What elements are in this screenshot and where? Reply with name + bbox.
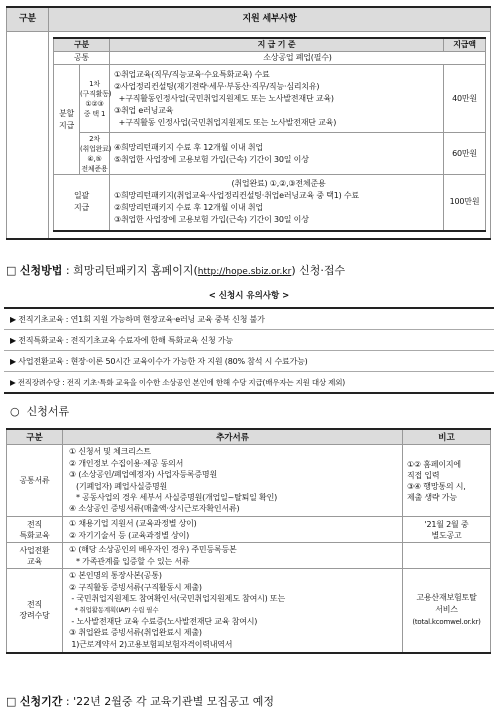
docs-common-list: ① 신청서 및 체크리스트 ② 개인정보 수집이용·제공 동의서 ③ (소상공인/폐업예정자) 사업자등록증명원 (기폐업자) 폐업사실증명원 * 공동사업의 경우 세부서 사실증명원(개업일~탈퇴일 확인) ④ 소상공인 증빙서류(매출액·상시근로자확인서류)	[63, 445, 403, 517]
docs-conversion-list: ① (해당 소상공인의 배우자인 경우) 주민등록등본 * 가족관계를 입증할 수 있는 서류	[63, 543, 403, 569]
common-text: 소상공업 폐업(필수)	[110, 52, 486, 65]
common-label: 공통	[54, 52, 110, 65]
apply-method-title: 신청방법	[19, 264, 63, 277]
docs-allowance-remark: 고용산재보험토탈 서비스 (total.kcomwel.or.kr)	[403, 569, 491, 653]
first-stage-criteria: ①취업교육(직무/직능교육·수요특화교육) 수료 ②사업정리컨설팅(재기전략·세무·부동산·직무/직능·심리치유) +구직활동인정사업(국민취업지원제도 또는 노사발전재단 교육) ③취업 e러닝교육 +구직활동 인정사업(국민취업지원제도 또는 노사발전재단 교육)	[110, 65, 444, 133]
docs-category-conversion: 사업전환 교육	[7, 543, 63, 569]
first-stage-amount: 40만원	[444, 65, 486, 133]
support-details-table	[6, 6, 491, 240]
docs-allowance-list: ① 본인명의 통장사본(공통) ② 구직활동 증빙서류(구직활동시 제출) - 국민취업지원제도 참여확인서(국민취업지원제도 참여시) 또는 * 취업활동계획(IAP) 수립 필수 - 노사발전재단 교육 수료증(노사발전재단 교육 참여시) ③ 취업완료 증빙서류(취업완료시 제출) 1)근로계약서 2)고용보험피보험자격이력내역서	[63, 569, 403, 653]
apply-period-title: 신청기간	[19, 695, 63, 708]
checkbox-square-icon: □	[6, 264, 17, 277]
lump-sum-label: 일괄 지급	[54, 175, 110, 231]
second-stage-amount: 60만원	[444, 133, 486, 175]
application-notes-list	[4, 307, 494, 394]
second-stage-label: 2차 (취업완료) ④,⑤ 전체준용	[80, 134, 112, 173]
docs-specialized-remark: '21월 2월 중 별도공고	[403, 517, 491, 543]
docs-category-common: 공통서류	[7, 445, 63, 517]
homepage-link[interactable]: http://hope.sbiz.or.kr	[197, 267, 292, 277]
inner-header-criteria: 지 급 기 준	[110, 38, 444, 52]
payment-criteria-table	[53, 37, 486, 232]
lump-sum-criteria: (취업완료) ①,②,③전체준용 ①희망리턴패키지(취업교육·사업정리컨설팅·취업e러닝교육 중 택1) 수료 ②희망리턴패키지 수료 후 12개월 이내 취업 ③취업한 사업장에 고용보험 가입(근속) 기간이 30일 이상	[110, 175, 444, 231]
partial-payment-label: 분할 지급	[54, 65, 80, 175]
docs-category-specialized: 전직 특화교육	[7, 517, 63, 543]
header-category: 구분	[7, 7, 49, 31]
note-item: ▶ 전직기초교육 : 연1회 지원 가능하며 현장교육·e러닝 교육 중복 신청 불가	[4, 308, 494, 330]
docs-common-remark: ①② 홈페이지에 직접 입력 ③④ 행망통의 시, 제출 생략 가능	[403, 445, 491, 517]
documents-title: 신청서류	[26, 405, 70, 418]
inner-header-category: 구분	[54, 38, 110, 52]
note-item: ▶ 전직장려수당 : 전직 기초·특화 교육을 이수한 소상공인 본인에 한해 수당 지급(배우자는 지원 대상 제외)	[4, 372, 494, 394]
documents-heading	[10, 404, 69, 420]
header-details: 지원 세부사항	[49, 7, 491, 31]
inner-header-amount: 지급액	[444, 38, 486, 52]
note-item: ▶ 전직특화교육 : 전직기초교육 수료자에 한해 특화교육 신청 가능	[4, 330, 494, 351]
second-stage-criteria: ④희망리턴패키지 수료 후 12개월 이내 취업 ⑤취업한 사업장에 고용보험 가입(근속) 기간이 30일 이상	[110, 133, 444, 175]
docs-header-category: 구분	[7, 429, 63, 445]
docs-header-remarks: 비고	[403, 429, 491, 445]
apply-period-line: □ 신청기간 : '22년 2월중 각 교육기관별 모집공고 예정	[6, 695, 275, 708]
required-documents-table	[6, 428, 491, 654]
docs-specialized-list: ① 채용기업 지원서 (교육과정별 상이) ② 자기기술서 등 (교육과정별 상이)	[63, 517, 403, 543]
first-stage-label: 1차 (구직활동) ①②③ 중 택 1	[80, 65, 110, 133]
docs-header-additional: 추가서류	[63, 429, 403, 445]
circle-bullet-icon: ○	[10, 405, 20, 418]
note-item: ▶ 사업전환교육 : 현장·이론 50시간 교육이수가 가능한 자 지원 (80% 참석 시 수료가능)	[4, 351, 494, 372]
docs-category-allowance: 전직 장려수당	[7, 569, 63, 653]
apply-method-line: □ 신청방법 : 희망리턴패키지 홈페이지(http://hope.sbiz.or.kr) 신청·접수	[6, 264, 346, 277]
lump-sum-amount: 100만원	[444, 175, 486, 231]
notes-title: < 신청시 유의사항 >	[208, 291, 290, 301]
checkbox-square-icon: □	[6, 695, 17, 708]
